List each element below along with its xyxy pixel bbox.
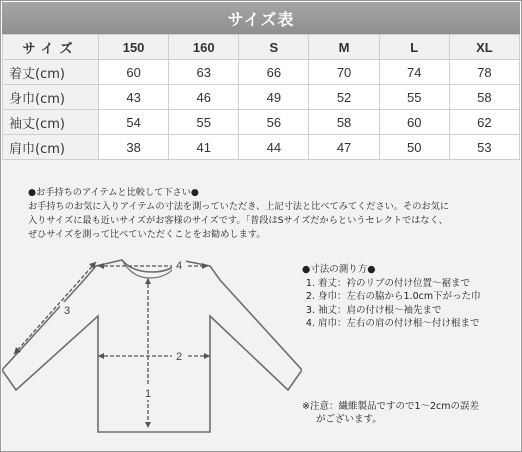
table-row (3, 60, 520, 85)
list-item: 2. 身巾：左右の脇から1.0cm下がった巾 (318, 290, 517, 304)
table-cell: 66 (239, 60, 309, 85)
table-cell: 56 (239, 110, 309, 135)
table-cell: 60 (99, 60, 169, 85)
measurement-guide-heading: ●寸法の測り方● (302, 264, 376, 275)
table-cell: 47 (309, 135, 379, 160)
table-row (3, 135, 520, 160)
size-header-s: S (239, 35, 309, 60)
table-cell: 44 (239, 135, 309, 160)
table-cell: 41 (169, 135, 239, 160)
table-cell: 52 (309, 85, 379, 110)
table-row (3, 110, 520, 135)
table-cell: 60 (379, 110, 449, 135)
size-header-l: L (379, 35, 449, 60)
measure-label-2: 2 (175, 351, 183, 363)
measurement-guide-panel (2, 159, 520, 451)
table-cell: 55 (379, 85, 449, 110)
measure-label-4: 4 (175, 260, 183, 272)
size-header-xl: XL (449, 35, 519, 60)
table-cell: 53 (449, 135, 519, 160)
table-cell: 54 (99, 110, 169, 135)
size-table-header-row (3, 35, 520, 60)
table-cell: 50 (379, 135, 449, 160)
caution-line: ※注意：繊維製品ですので1～2cmの誤差 (302, 401, 480, 412)
row-label: 着丈(cm) (3, 60, 99, 85)
caution-line: がございます。 (316, 414, 382, 425)
comparison-note-line: ぜひサイズを測って比べていただくことをお勧めします。 (28, 229, 266, 240)
row-label: 袖丈(cm) (3, 110, 99, 135)
shirt-outline (2, 260, 302, 432)
row-label: 身巾(cm) (3, 85, 99, 110)
caution-note (302, 400, 517, 426)
table-cell: 49 (239, 85, 309, 110)
list-item: 1. 着丈：衿のリブの付け位置～裾まで (318, 277, 517, 291)
size-header-m: M (309, 35, 379, 60)
table-cell: 58 (449, 85, 519, 110)
table-cell: 38 (99, 135, 169, 160)
list-item: 3. 袖丈：肩の付け根～袖先まで (318, 304, 517, 318)
shirt-measurement-diagram (2, 250, 302, 450)
table-cell: 70 (309, 60, 379, 85)
size-header-150: 150 (99, 35, 169, 60)
measure-label-1: 1 (144, 388, 152, 400)
comparison-note-heading: ●お手持ちのアイテムと比較して下さい● (28, 187, 199, 198)
table-row (3, 85, 520, 110)
measurement-guide-list (302, 277, 517, 331)
comparison-note (28, 186, 508, 242)
table-cell: 63 (169, 60, 239, 85)
measurement-guide (302, 263, 517, 331)
table-cell: 46 (169, 85, 239, 110)
table-cell: 55 (169, 110, 239, 135)
table-cell: 62 (449, 110, 519, 135)
table-cell: 43 (99, 85, 169, 110)
size-chart-title: サイズ表 (2, 2, 520, 34)
size-header-label: サイズ (3, 35, 99, 60)
list-item: 4. 肩巾：左右の肩の付け根～付け根まで (318, 317, 517, 331)
row-label: 肩巾(cm) (3, 135, 99, 160)
comparison-note-line: 入りサイズに最も近いサイズがお客様のサイズです。「普段はSサイズだからというセレクトではなく、 (28, 215, 448, 226)
size-table (2, 34, 520, 160)
table-cell: 58 (309, 110, 379, 135)
size-header-160: 160 (169, 35, 239, 60)
table-cell: 74 (379, 60, 449, 85)
table-cell: 78 (449, 60, 519, 85)
comparison-note-line: お手持ちのお気に入りアイテムの寸法を測っていただき、上記寸法と比べてみてください。そのお気に (28, 201, 449, 212)
measure-label-3: 3 (63, 305, 71, 317)
